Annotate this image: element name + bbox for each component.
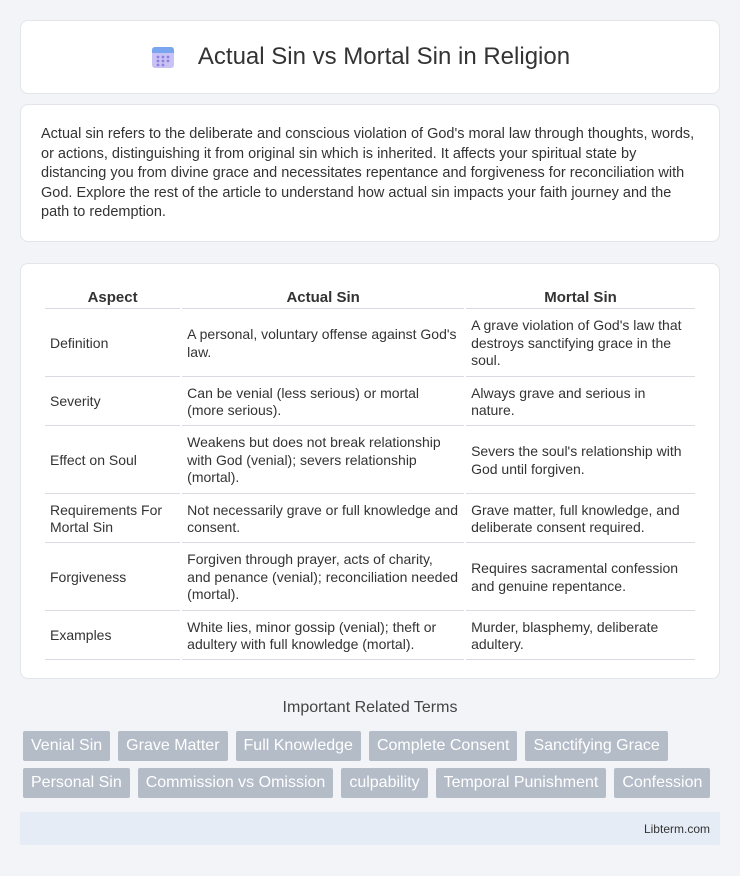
row-mortal-sin: Grave matter, full knowledge, and deliberate consent required.: [466, 496, 695, 543]
row-aspect: Effect on Soul: [45, 428, 180, 494]
table-row: [45, 613, 695, 660]
tag-grave-matter[interactable]: Grave Matter: [118, 731, 227, 761]
row-aspect: Definition: [45, 311, 180, 377]
row-aspect: Requirements For Mortal Sin: [45, 496, 180, 543]
intro-card: [20, 104, 720, 242]
tag-culpability[interactable]: culpability: [341, 768, 427, 798]
table-row: [45, 496, 695, 543]
column-header-mortal-sin: Mortal Sin: [466, 286, 695, 309]
row-mortal-sin: Severs the soul's relationship with God until forgiven.: [466, 428, 695, 494]
table-row: [45, 311, 695, 377]
tag-complete-consent[interactable]: Complete Consent: [369, 731, 518, 761]
table-header-row: [45, 286, 695, 309]
table-row: [45, 428, 695, 494]
row-actual-sin: Forgiven through prayer, acts of charity, and penance (venial); reconciliation needed (mortal).: [182, 545, 464, 611]
tag-sanctifying-grace[interactable]: Sanctifying Grace: [525, 731, 667, 761]
row-mortal-sin: Requires sacramental confession and genuine repentance.: [466, 545, 695, 611]
intro-text: Actual sin refers to the deliberate and conscious violation of God's moral law through thoughts, words, or actions, distinguishing it from original sin which is inherited. It affects your spiritual state by distancing you from divine grace and necessitates repentance and forgiveness for reconciliation with God. Explore the rest of the article to understand how actual sin impacts your faith journey and the path to redemption.: [41, 126, 695, 221]
row-actual-sin: Not necessarily grave or full knowledge and consent.: [182, 496, 464, 543]
column-header-aspect: Aspect: [45, 286, 180, 309]
row-actual-sin: White lies, minor gossip (venial); theft or adultery with full knowledge (mortal).: [182, 613, 464, 660]
row-mortal-sin: Always grave and serious in nature.: [466, 379, 695, 426]
row-mortal-sin: A grave violation of God's law that destroys sanctifying grace in the soul.: [466, 311, 695, 377]
tag-full-knowledge[interactable]: Full Knowledge: [236, 731, 361, 761]
tag-venial-sin[interactable]: Venial Sin: [23, 731, 110, 761]
comparison-table-card: [20, 263, 720, 679]
table-row: [45, 545, 695, 611]
table-row: [45, 379, 695, 426]
tag-confession[interactable]: Confession: [614, 768, 710, 798]
row-actual-sin: Can be venial (less serious) or mortal (more serious).: [182, 379, 464, 426]
row-actual-sin: Weakens but does not break relationship with God (venial); severs relationship (mortal).: [182, 428, 464, 494]
comparison-table: [43, 284, 697, 662]
footer: [20, 812, 720, 845]
tag-personal-sin[interactable]: Personal Sin: [23, 768, 130, 798]
tag-commission-vs-omission[interactable]: Commission vs Omission: [138, 768, 334, 798]
tag-temporal-punishment[interactable]: Temporal Punishment: [436, 768, 607, 798]
row-aspect: Examples: [45, 613, 180, 660]
header-card: [20, 20, 720, 94]
related-terms-list: [23, 731, 723, 798]
page-title: Actual Sin vs Mortal Sin in Religion: [197, 43, 571, 70]
row-aspect: Severity: [45, 379, 180, 426]
footer-site-link[interactable]: Libterm.com: [643, 821, 710, 836]
calendar-icon: [150, 44, 176, 70]
related-terms-title: Important Related Terms: [282, 699, 458, 716]
row-mortal-sin: Murder, blasphemy, deliberate adultery.: [466, 613, 695, 660]
row-actual-sin: A personal, voluntary offense against God's law.: [182, 311, 464, 377]
row-aspect: Forgiveness: [45, 545, 180, 611]
column-header-actual-sin: Actual Sin: [182, 286, 464, 309]
